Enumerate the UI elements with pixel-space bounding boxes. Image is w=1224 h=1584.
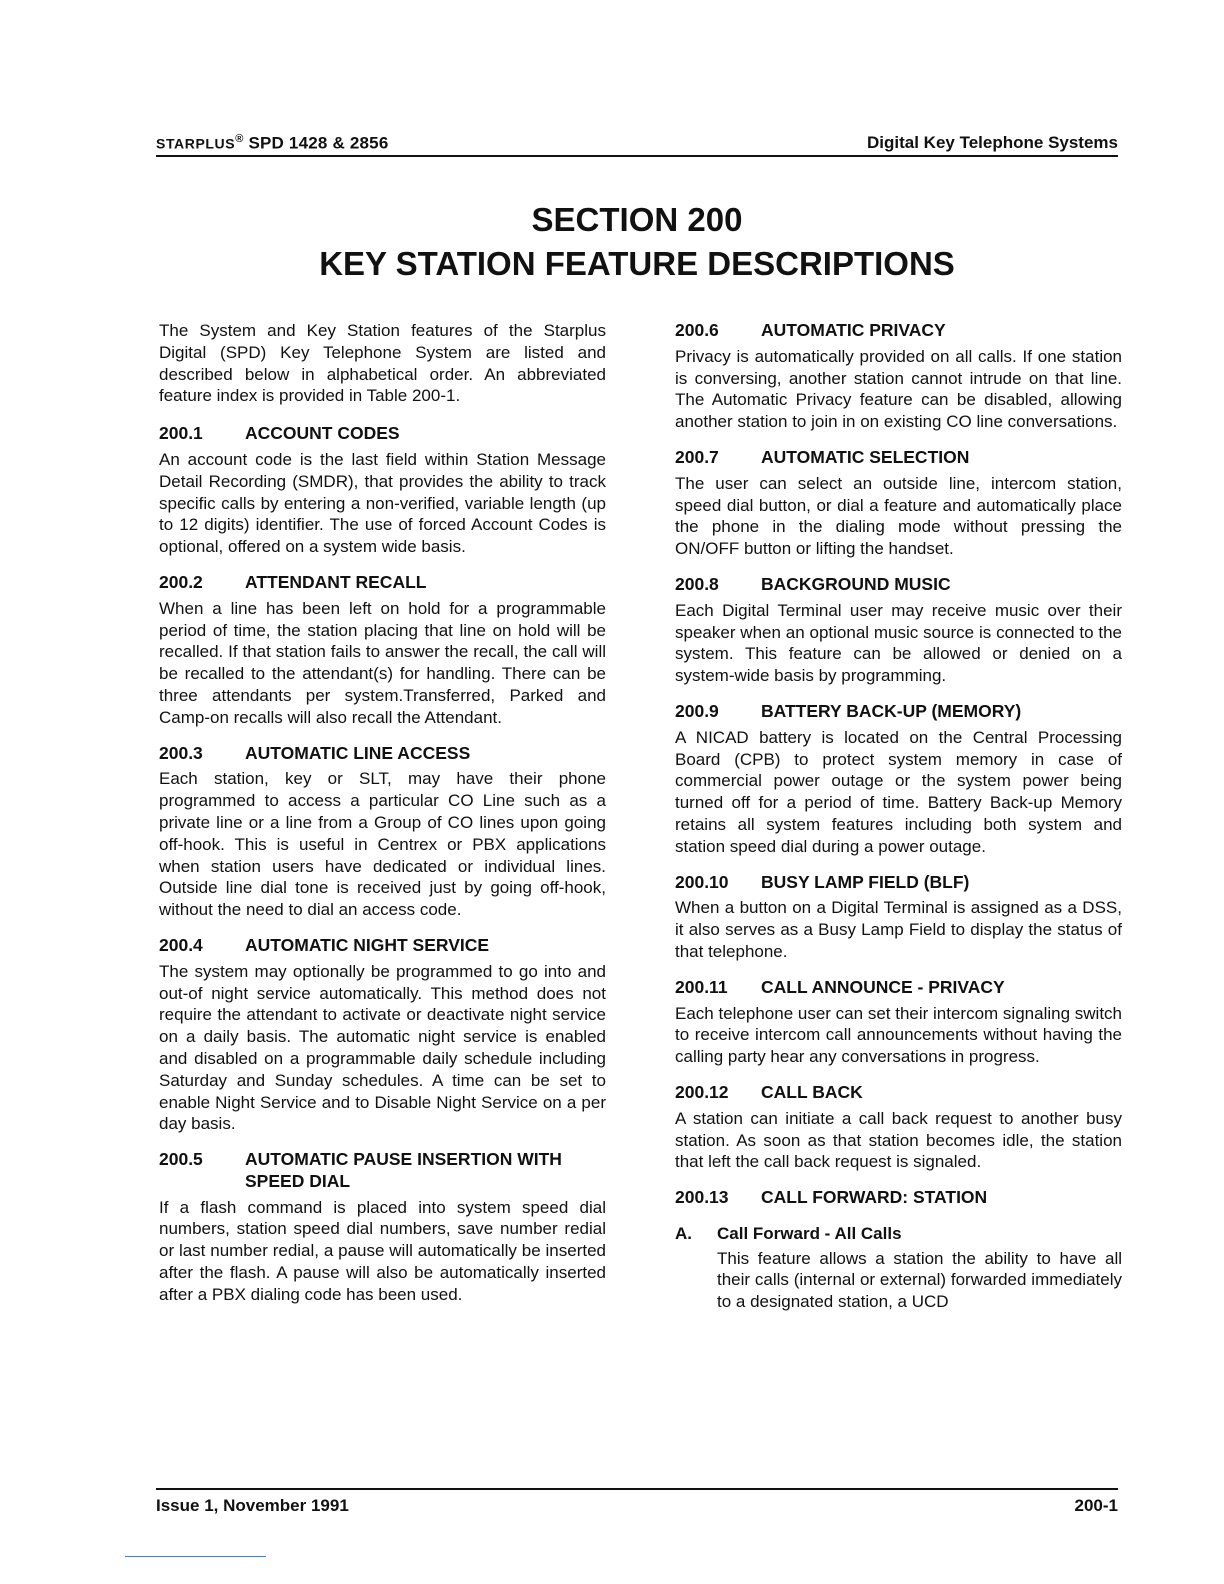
section-body: The system may optionally be programmed to go into and out-of night service automatically. This method does not require the attendant to activate or deactivate night service on a daily basis. The automatic night service is enabled and disabled on a programmable daily schedule including Saturday and Sunday schedules. A time can be set to enable Night Service and to Disable Night Service on a per day basis. [159, 961, 606, 1134]
section-200-4 [159, 935, 606, 1135]
header-doc-title: Digital Key Telephone Systems [867, 133, 1118, 152]
section-body: A NICAD battery is located on the Central Processing Board (CPB) to protect system memory in case of commercial power outage or the system power being turned off for a period of time. Battery Back-up Memory retains all system features including both system and station speed dial during a power outage. [675, 727, 1122, 856]
section-heading: 200.6 AUTOMATIC PRIVACY [675, 320, 946, 340]
section-200-6 [675, 320, 1122, 433]
section-body: Privacy is automatically provided on all calls. If one station is conversing, another station cannot intrude on that line. The Automatic Privacy feature can be disabled, allowing another station to join in on existing CO line conversations. [675, 346, 1122, 432]
subsection-heading: A. Call Forward - All Calls [675, 1223, 902, 1243]
section-heading: 200.3 AUTOMATIC LINE ACCESS [159, 742, 471, 763]
section-200-5 [159, 1149, 606, 1306]
section-heading: 200.7 AUTOMATIC SELECTION [675, 446, 970, 467]
page-number: 200-1 [1074, 1496, 1118, 1515]
header-product [156, 133, 389, 154]
section-200-7 [675, 447, 1122, 560]
section-heading: 200.12 CALL BACK [675, 1081, 863, 1102]
section-heading: 200.11 CALL ANNOUNCE - PRIVACY [675, 976, 1005, 997]
section-200-9 [675, 701, 1122, 858]
section-200-10 [675, 872, 1122, 963]
section-200-13 [675, 1187, 1122, 1313]
section-body: An account code is the last field within Station Message Detail Recording (SMDR), that provides the ability to track specific calls by entering a non-verified, variable length (up to 12 digits) identifier. The use of forced Account Codes is optional, offered on a system wide basis. [159, 449, 606, 557]
section-200-12 [675, 1082, 1122, 1173]
section-heading: 200.1 ACCOUNT CODES [159, 423, 400, 444]
page-title [156, 198, 1118, 286]
section-body: A station can initiate a call back request to another busy station. As soon as that station becomes idle, the station that left the call back request is signaled. [675, 1108, 1122, 1172]
section-body: The user can select an outside line, intercom station, speed dial button, or dial a feature and automatically place the phone in the dialing mode without pressing the ON/OFF button or lifting the handset. [675, 473, 1122, 559]
section-body: Each Digital Terminal user may receive music over their speaker when an optional music source is connected to the system. This feature can be allowed or denied on a system-wide basis by programming. [675, 600, 1122, 686]
scan-artifact-line [125, 1556, 266, 1557]
section-heading: 200.4 AUTOMATIC NIGHT SERVICE [159, 934, 490, 955]
section-body: Each station, key or SLT, may have their phone programmed to access a particular CO Line such as a private line or a line from a Group of CO lines upon going off-hook. This is useful in Centrex or PBX applications when station users have dedicated or individual lines. Outside line dial tone is received just by going off-hook, without the need to dial an access code. [159, 769, 606, 920]
intro-paragraph: The System and Key Station features of the Starplus Digital (SPD) Key Telephone System are listed and described below in alphabetical order. An abbreviated feature index is provided in Table 200-1. [159, 321, 606, 406]
section-body: When a button on a Digital Terminal is assigned as a DSS, it also serves as a Busy Lamp Field to display the status of that telephone. [675, 898, 1122, 961]
section-heading: 200.8 BACKGROUND MUSIC [675, 573, 951, 594]
section-heading: 200.13 CALL FORWARD: STATION [675, 1187, 988, 1208]
section-200-8 [675, 574, 1122, 687]
section-body: Each telephone user can set their intercom signaling switch to receive intercom call announcements without having the calling party hear any conversations in progress. [675, 1003, 1122, 1067]
left-column [159, 320, 606, 1320]
section-heading: 200.2 ATTENDANT RECALL [159, 571, 427, 592]
running-header [156, 133, 1118, 157]
model-name: SPD 1428 & 2856 [243, 133, 389, 153]
brand-name: STARPLUS [156, 135, 236, 152]
section-heading: 200.10 BUSY LAMP FIELD (BLF) [675, 871, 970, 892]
section-heading: 200.5 AUTOMATIC PAUSE INSERTION WITH SPEED DIAL [159, 1149, 562, 1191]
section-200-1 [159, 423, 606, 558]
issue-date: Issue 1, November 1991 [156, 1496, 349, 1515]
running-footer [156, 1488, 1118, 1516]
section-body: When a line has been left on hold for a programmable period of time, the station placing that line on hold will be recalled. If that station fails to answer the recall, the call will be recalled to the attendant(s) for handling. There can be three attendants per system.Transferred, Parked and Camp-on recalls will also recall the Attendant. [159, 598, 606, 727]
subsection-call-forward-all [675, 1223, 1122, 1313]
right-column [675, 320, 1122, 1327]
section-heading: 200.9 BATTERY BACK-UP (MEMORY) [675, 700, 1022, 721]
section-200-3 [159, 743, 606, 921]
section-name-title: KEY STATION FEATURE DESCRIPTIONS [319, 245, 955, 282]
subsection-body: This feature allows a station the ability to have all their calls (internal or external) forwarded immediately to a designated station, a UCD [717, 1248, 1122, 1312]
registered-mark: ® [235, 133, 244, 145]
section-body: If a flash command is placed into system speed dial numbers, station speed dial numbers, save number redial or last number redial, a pause will automatically be inserted after the flash. A pause will also be automatically inserted after a PBX dialing code has been used. [159, 1197, 606, 1304]
section-number-title: SECTION 200 [531, 201, 743, 238]
section-200-11 [675, 977, 1122, 1068]
section-200-2 [159, 572, 606, 729]
